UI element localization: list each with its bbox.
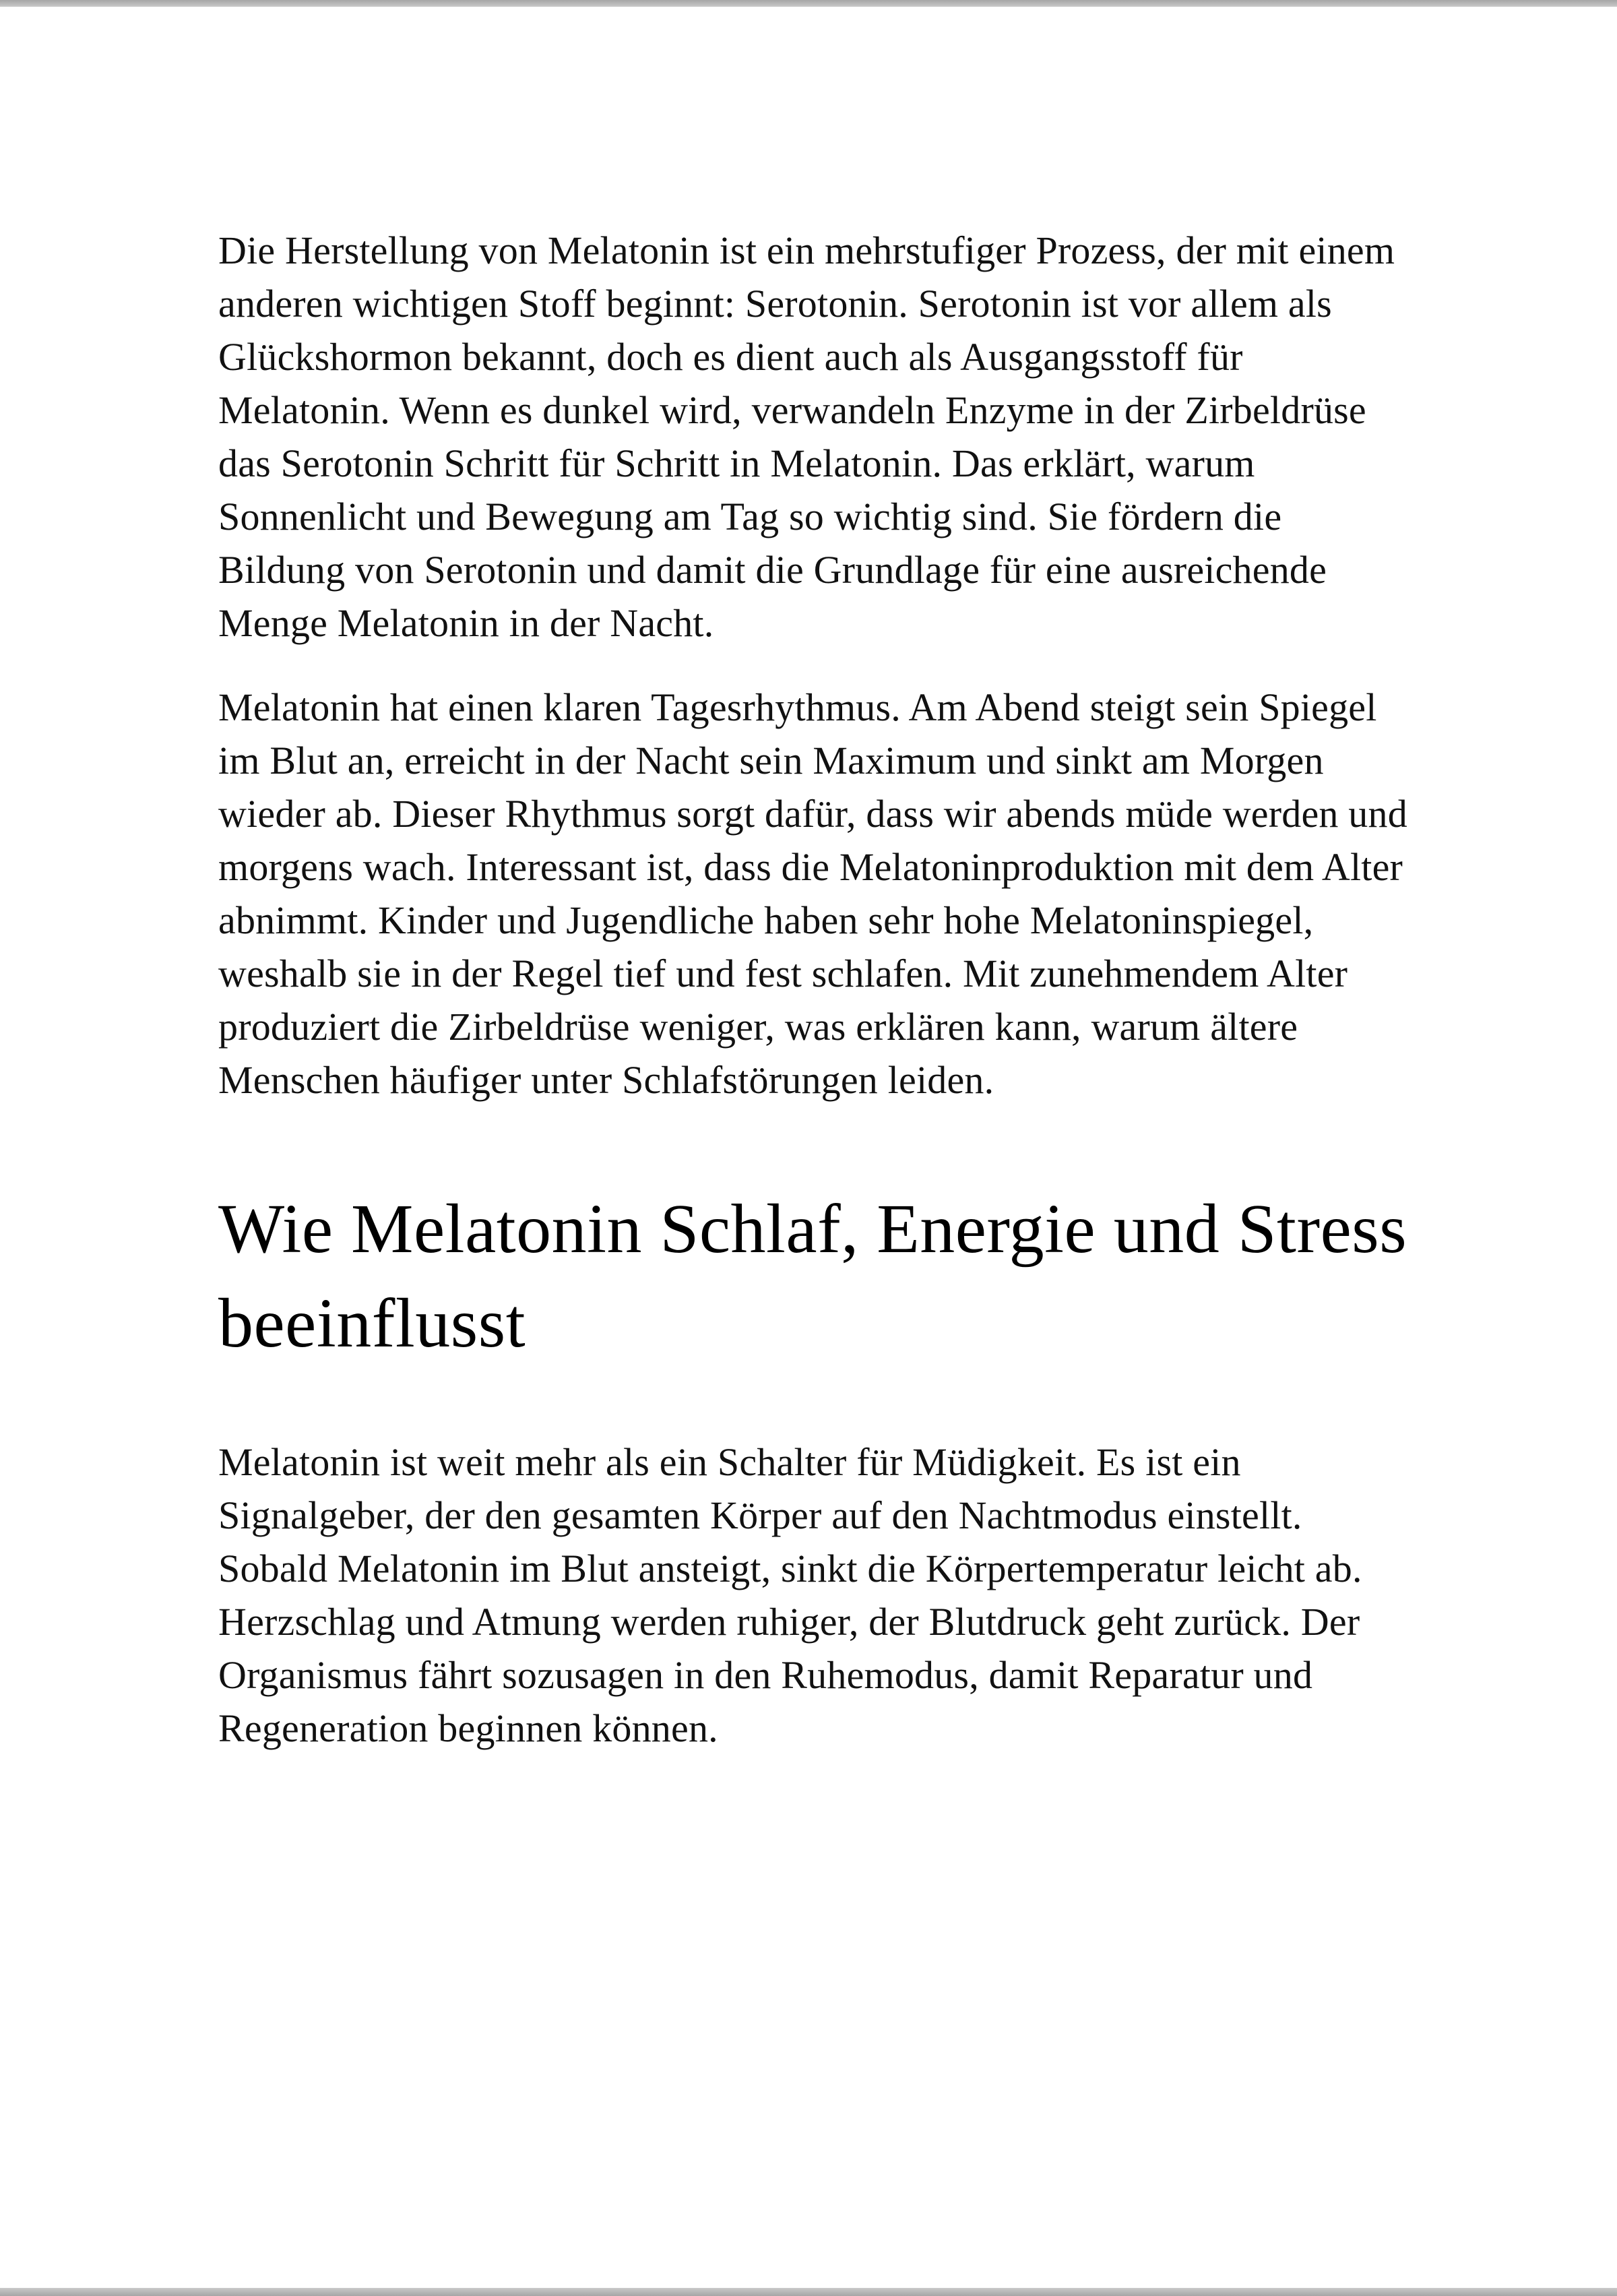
page-edge-bottom (0, 2288, 1617, 2296)
page-edge-top (0, 0, 1617, 7)
paragraph-melatonin-effects: Melatonin ist weit mehr als ein Schalter für Müdigkeit. Es ist ein Signalgeber, der den gesamten Körper auf den Nachtmodus einstellt. Sobald Melatonin im Blut ansteigt, sinkt die Körpertemperatur leicht ab. Herzschlag und Atmung werden ruhiger, der Blutdruck geht zurück. Der Organismus fährt sozusagen in den Ruhemodus, damit Reparatur und Regeneration beginnen können. (218, 1440, 1362, 1750)
paragraph-melatonin-rhythm: Melatonin hat einen klaren Tagesrhythmus. Am Abend steigt sein Spiegel im Blut an, erreicht in der Nacht sein Maximum und sinkt am Morgen wieder ab. Dieser Rhythmus sorgt dafür, dass wir abends müde werden und morgens wach. Interessant ist, dass die Melatoninproduktion mit dem Alter abnimmt. Kinder und Jugendliche haben sehr hohe Melatoninspiegel, weshalb sie in der Regel tief und fest schlafen. Mit zunehmendem Alter produziert die Zirbeldrüse weniger, was erklären kann, warum ältere Menschen häufiger unter Schlafstörungen leiden. (218, 685, 1407, 1102)
page-content (0, 7, 1617, 1755)
paragraph-melatonin-production: Die Herstellung von Melatonin ist ein mehrstufiger Prozess, der mit einem anderen wichtigen Stoff beginnt: Serotonin. Serotonin ist vor allem als Glückshormon bekannt, doch es dient auch als Ausgangsstoff für Melatonin. Wenn es dunkel wird, verwandeln Enzyme in der Zirbeldrüse das Serotonin Schritt für Schritt in Melatonin. Das erklärt, warum Sonnenlicht und Bewegung am Tag so wichtig sind. Sie fördern die Bildung von Serotonin und damit die Grundlage für eine ausreichende Menge Melatonin in der Nacht. (218, 228, 1395, 645)
document-page (0, 7, 1617, 2288)
section-heading: Wie Melatonin Schlaf, Energie und Stress beeinflusst (218, 1190, 1407, 1362)
